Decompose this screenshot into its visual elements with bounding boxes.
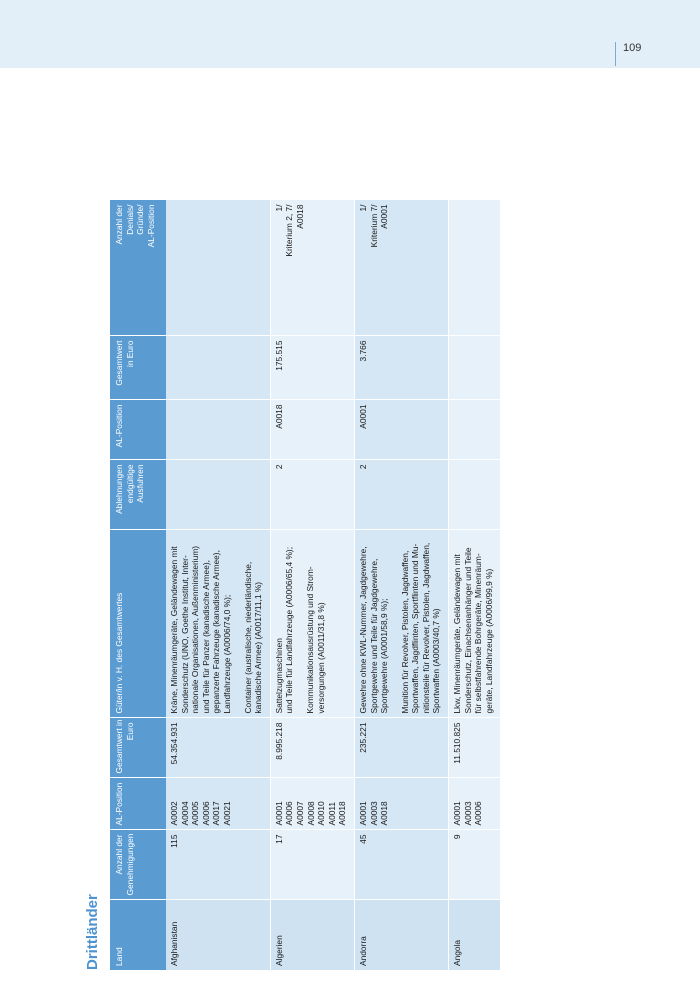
cell-gueter — [270, 530, 354, 718]
goods-description-line: Sonderschutz (UNO, Goethe Institut, Inter- — [179, 555, 190, 714]
cell-gesamtwert-2 — [270, 336, 354, 400]
denial-detail-line: A0018 — [294, 204, 305, 229]
cell-land — [449, 900, 501, 970]
cell-denials — [354, 200, 448, 336]
cell-ablehnungen — [354, 460, 448, 530]
header-line: AL-Position — [114, 782, 124, 826]
header-line: Anzahl der — [114, 204, 124, 245]
cell-gesamtwert — [449, 718, 501, 778]
table-row — [270, 200, 354, 970]
header-line: Gesamtwert in — [114, 719, 124, 774]
cell-gesamtwert-2 — [354, 336, 448, 400]
goods-description-line: Kommunikationsausrüstung und Strom- — [304, 566, 315, 714]
header-al-position — [110, 778, 166, 830]
al-position-code: A0007 — [294, 801, 305, 826]
header-line: Ablehnungen — [114, 464, 124, 514]
header-gesamtwert-2 — [110, 336, 166, 400]
total-value: 235.221 — [357, 722, 368, 753]
approval-count: 45 — [357, 834, 368, 844]
cell-al-position-2 — [354, 400, 448, 460]
al-position-code: A0008 — [305, 801, 316, 826]
cell-gueter — [449, 530, 501, 718]
paragraph-gap — [390, 535, 400, 714]
denied-total-value: 175.515 — [273, 340, 284, 371]
al-position-code: A0021 — [221, 801, 232, 826]
cell-al-position-2 — [166, 400, 270, 460]
goods-description-line: Munition für Revolver, Pistolen, Jagdwaffen, — [399, 550, 410, 714]
table-header-row — [110, 200, 166, 970]
goods-description-line: nitionsteile für Revolver, Pistolen, Jagdwaffen, — [420, 542, 431, 714]
cell-al-positions — [166, 778, 270, 830]
approval-count: 115 — [169, 834, 179, 848]
cell-al-position-2 — [449, 400, 501, 460]
total-value: 8.995.218 — [273, 722, 284, 760]
al-position-code: A0006 — [284, 801, 295, 826]
denial-count: 2 — [273, 464, 284, 470]
approval-count: 9 — [452, 834, 463, 840]
header-line: AL-Position — [145, 204, 156, 248]
cell-anzahl — [166, 830, 270, 900]
denial-detail-line: 1/ — [357, 204, 368, 212]
denial-detail-line: 1/ — [273, 204, 284, 212]
header-line: in Euro — [124, 340, 135, 368]
denial-count: 2 — [357, 464, 368, 470]
cell-denials — [270, 200, 354, 336]
goods-description-line: nationale Organisationen, Außenministerium) — [190, 545, 201, 714]
paragraph-gap — [233, 535, 243, 714]
al-position-code: A0011 — [326, 801, 337, 826]
cell-al-positions — [449, 778, 501, 830]
denied-total-value: 3.766 — [357, 340, 368, 362]
header-al-position-2 — [110, 400, 166, 460]
cell-anzahl — [270, 830, 354, 900]
cell-denials — [166, 200, 270, 336]
header-line: Anzahl der — [114, 834, 124, 875]
denied-al-position: A0018 — [273, 404, 284, 429]
table-body — [166, 200, 501, 970]
goods-description-line: Landfahrzeuge (A0006/74,0 %); — [221, 594, 232, 714]
goods-description-line: kanadische Armee) (A0017/11,1 %) — [253, 581, 264, 714]
goods-description-line: Sportwaffen (A0003/40,7 %) — [431, 608, 442, 714]
cell-anzahl — [354, 830, 448, 900]
cell-gesamtwert — [354, 718, 448, 778]
total-value: 54.354.931 — [169, 722, 179, 765]
country-name: Algerien — [273, 935, 284, 966]
cell-al-positions — [270, 778, 354, 830]
denial-detail-line: A0001 — [379, 204, 390, 229]
header-line: Land — [114, 947, 124, 966]
cell-gesamtwert — [166, 718, 270, 778]
header-line: Genehmigungen — [124, 833, 135, 896]
goods-description-line: Sonderschutz, Einachsenanhänger und Teile — [462, 547, 473, 714]
goods-description-line: Kräne, Minenräumgeräte, Geländewagen mit — [169, 546, 179, 714]
al-position-code: A0003 — [368, 801, 379, 826]
header-line: Güter/in v. H. des Gesamtwertes — [114, 592, 124, 714]
goods-description-line: gepanzerte Fahrzeuge (kanadische Armee), — [211, 550, 222, 714]
denial-detail-line: Kriterium 7/ — [368, 204, 379, 248]
cell-ablehnungen — [270, 460, 354, 530]
denied-al-position: A0001 — [357, 404, 368, 429]
cell-land — [354, 900, 448, 970]
table-row — [449, 200, 501, 970]
goods-description-line: und Teile für Landfahrzeuge (A0006/65,4 %); — [284, 546, 295, 714]
goods-description-line: Sportwaffen, Jagdflinten, Sportflinten und Mu- — [410, 543, 421, 714]
header-line: Ausfuhren — [135, 464, 146, 503]
goods-description-line: Container (australische, niederländische, — [242, 561, 253, 714]
goods-description-line: für selbstfahrende Bohrgeräte, Minenräum- — [473, 553, 484, 714]
header-gesamtwert — [110, 718, 166, 778]
export-table — [110, 200, 501, 971]
cell-ablehnungen — [449, 460, 501, 530]
al-position-code: A0018 — [337, 801, 348, 826]
goods-description-line: geräte, Landfahrzeuge (A0006/99,9 %) — [483, 568, 494, 714]
al-position-code: A0006 — [473, 801, 484, 826]
cell-denials — [449, 200, 501, 336]
al-position-code: A0018 — [379, 801, 390, 826]
al-position-code: A0010 — [316, 801, 327, 826]
al-position-code: A0001 — [452, 801, 463, 826]
header-line: Euro — [124, 722, 135, 741]
country-name: Andorra — [357, 936, 368, 966]
total-value: 11.510.825 — [452, 722, 463, 764]
al-position-code: A0001 — [357, 801, 368, 826]
header-line: AL-Position — [114, 404, 124, 448]
cell-ablehnungen — [166, 460, 270, 530]
goods-description-line: versorgungen (A0011/31,8 %) — [315, 602, 326, 714]
table-row — [354, 200, 448, 970]
country-name: Afghanistan — [169, 921, 179, 966]
header-line: endgültige — [124, 464, 135, 504]
cell-gesamtwert — [270, 718, 354, 778]
header-denials — [110, 200, 166, 336]
header-land — [110, 900, 166, 970]
goods-description-line: Lkw, Minenräumgeräte, Geländewagen mit — [452, 554, 463, 714]
cell-al-position-2 — [270, 400, 354, 460]
country-name: Angola — [452, 939, 463, 966]
goods-description-line: Sportgewehre (A0001/58,9 %); — [379, 598, 390, 714]
header-ablehnungen — [110, 460, 166, 530]
header-gueter — [110, 530, 166, 718]
header-line: Gesamtwert — [114, 340, 124, 386]
top-band — [0, 0, 700, 68]
cell-al-positions — [354, 778, 448, 830]
page-number-rule — [615, 42, 616, 66]
denial-detail-line: Kriterium 2, 7/ — [284, 204, 295, 257]
table-row — [166, 200, 270, 970]
header-line: Gründe/ — [135, 204, 146, 235]
section-title: Drittländer — [84, 894, 101, 970]
cell-gesamtwert-2 — [166, 336, 270, 400]
goods-description-line: Gewehre ohne KWL-Nummer, Jagdgewehre, — [357, 546, 368, 714]
al-position-code: A0001 — [273, 801, 284, 826]
goods-description-line: und Teile für Panzer (kanadische Armee), — [200, 560, 211, 714]
goods-description-line: Sattelzugmaschinen — [273, 638, 284, 714]
al-position-code: A0005 — [190, 801, 201, 826]
rotated-table-container — [80, 200, 620, 970]
goods-description-line: Sportgewehre und Teile für Jagdgewehre, — [368, 558, 379, 714]
al-position-code: A0004 — [179, 801, 190, 826]
cell-gesamtwert-2 — [449, 336, 501, 400]
cell-gueter — [166, 530, 270, 718]
paragraph-gap — [295, 535, 305, 714]
al-position-code: A0017 — [211, 801, 222, 826]
cell-gueter — [354, 530, 448, 718]
header-anzahl — [110, 830, 166, 900]
cell-land — [166, 900, 270, 970]
cell-anzahl — [449, 830, 501, 900]
header-line: Denials/ — [124, 204, 135, 235]
cell-land — [270, 900, 354, 970]
al-position-code: A0003 — [462, 801, 473, 826]
al-position-code: A0002 — [169, 801, 179, 826]
approval-count: 17 — [273, 834, 284, 844]
page-number: 109 — [623, 42, 642, 54]
al-position-code: A0006 — [200, 801, 211, 826]
